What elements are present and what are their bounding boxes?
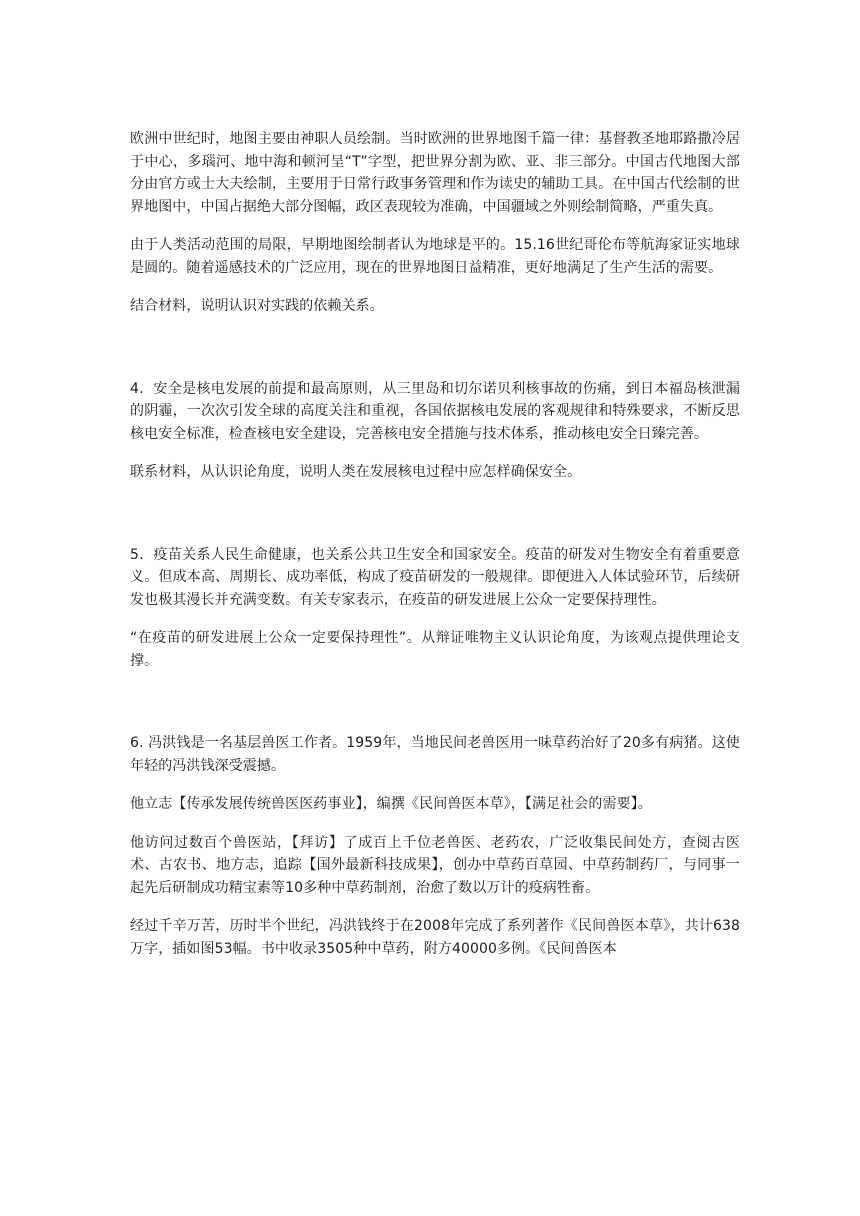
paragraph-q4-question: 联系材料，从认识论角度，说明人类在发展核电过程中应怎样确保安全。 xyxy=(130,464,582,480)
document-page xyxy=(130,128,740,960)
paragraph-q6-material-1: 6. 冯洪钱是一名基层兽医工作者。1959年，当地民间老兽医用一味草药治好了20多有病猪。这使年轻的冯洪钱深受震撼。 xyxy=(130,735,740,774)
paragraph-q6-material-4: 经过千辛万苦，历时半个世纪，冯洪钱终于在2008年完成了系列著作《民间兽医本草》，共计638万字，插如图53幅。书中收录3505种中草药，附方40000多例。《民间兽医本 xyxy=(130,918,740,957)
paragraph-q3-question: 结合材料，说明认识对实践的依赖关系。 xyxy=(130,298,384,314)
paragraph-q5-question: “在疫苗的研发进展上公众一定要保持理性”。从辩证唯物主义认识论角度，为该观点提供理论支撑。 xyxy=(130,630,740,669)
paragraph-q3-material-1: 欧洲中世纪时，地图主要由神职人员绘制。当时欧洲的世界地图千篇一律：基督教圣地耶路撒冷居于中心，多瑙河、地中海和顿河呈“T”字型，把世界分割为欧、亚、非三部分。中国古代地图大部分由官方或士大夫绘制，主要用于日常行政事务管理和作为读史的辅助工具。在中国古代绘制的世界地图中，中国占据绝大部分图幅，政区表现较为准确，中国疆域之外则绘制简略，严重失真。 xyxy=(130,131,740,215)
paragraph-q3-material-2: 由于人类活动范围的局限，早期地图绘制者认为地球是平的。15.16世纪哥伦布等航海家证实地球是圆的。随着遥感技术的广泛应用，现在的世界地图日益精准，更好地满足了生产生活的需要。 xyxy=(130,237,740,276)
paragraph-q4-material: 4．安全是核电发展的前提和最高原则，从三里岛和切尔诺贝利核事故的伤痛，到日本福岛核泄漏的阴霾，一次次引发全球的高度关注和重视，各国依据核电发展的客观规律和特殊要求，不断反思核电安全标准，检查核电安全建设，完善核电安全措施与技术体系，推动核电安全日臻完善。 xyxy=(130,380,740,442)
paragraph-q5-material: 5．疫苗关系人民生命健康，也关系公共卫生安全和国家安全。疫苗的研发对生物安全有着重要意义。但成本高、周期长、成功率低，构成了疫苗研发的一般规律。即便进入人体试验环节，后续研发也极其漫长并充满变数。有关专家表示，在疫苗的研发进展上公众一定要保持理性。 xyxy=(130,546,740,608)
paragraph-q6-material-2: 他立志【传承发展传统兽医医药事业】，编撰《民间兽医本草》，【满足社会的需要】。 xyxy=(130,796,652,812)
paragraph-q6-material-3: 他访问过数百个兽医站，【拜访】了成百上千位老兽医、老药农，广泛收集民间处方，查阅古医术、古农书、地方志，追踪【国外最新科技成果】，创办中草药百草园、中草药制药厂，与同事一起先后研制成功精宝素等10多种中草药制剂，治愈了数以万计的疫病牲畜。 xyxy=(130,834,740,896)
